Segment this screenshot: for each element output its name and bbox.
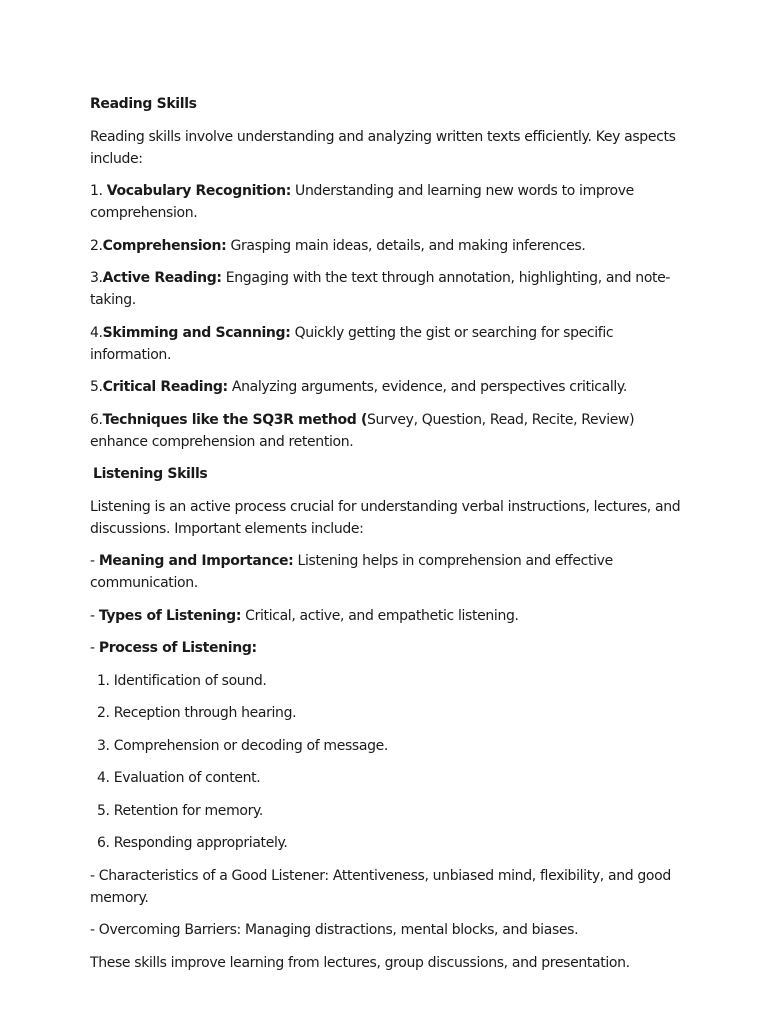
- item-description: Listening helps in comprehension and effective communication.: [90, 553, 613, 591]
- bullet-dash: -: [90, 607, 99, 624]
- listening-characteristics: - Characteristics of a Good Listener: Attentiveness, unbiased mind, flexibility, and good memory.: [90, 867, 671, 906]
- item-description: Understanding and learning new words to improve comprehension.: [90, 183, 634, 221]
- item-number: 3.: [90, 270, 103, 286]
- item-number: 1.: [90, 183, 107, 199]
- listening-skills-heading: Listening Skills: [93, 466, 208, 482]
- item-number: 4.: [90, 324, 103, 341]
- reading-item-3: [90, 267, 688, 311]
- reading-item-2: [90, 235, 688, 257]
- item-description: Survey, Question, Read, Recite, Review) enhance comprehension and retention.: [90, 411, 635, 450]
- item-term: Vocabulary Recognition:: [106, 183, 291, 199]
- item-term: Types of Listening:: [98, 607, 242, 624]
- item-number: 2.: [90, 237, 103, 254]
- item-description: Quickly getting the gist or searching for specific information.: [90, 324, 614, 363]
- item-description: Engaging with the text through annotation, highlighting, and note-taking.: [90, 270, 671, 308]
- item-number: 5.: [90, 379, 103, 395]
- reading-item-5: [90, 376, 688, 398]
- listening-process: [90, 637, 688, 659]
- item-term: Meaning and Importance:: [98, 553, 294, 569]
- bullet-dash: -: [90, 640, 99, 656]
- listening-types: [90, 605, 688, 627]
- process-step-2: 2. Reception through hearing.: [97, 705, 297, 721]
- item-description: Analyzing arguments, evidence, and perspectives critically.: [227, 379, 627, 395]
- reading-item-4: [90, 322, 688, 366]
- reading-skills-heading: Reading Skills: [90, 96, 197, 112]
- item-term: Skimming and Scanning:: [102, 324, 291, 341]
- process-step-4: 4. Evaluation of content.: [97, 770, 261, 786]
- item-term: Active Reading:: [102, 270, 222, 286]
- item-number: 6.: [90, 411, 103, 428]
- listening-intro: Listening is an active process crucial for understanding verbal instructions, lectures, and discussions. Important elements include:: [90, 498, 681, 537]
- item-term: Comprehension:: [102, 237, 227, 254]
- reading-item-6: [90, 409, 688, 453]
- item-description: Grasping main ideas, details, and making inferences.: [226, 237, 586, 254]
- process-step-3: 3. Comprehension or decoding of message.: [97, 737, 388, 754]
- reading-intro: Reading skills involve understanding and analyzing written texts efficiently. Key aspects include:: [90, 128, 676, 167]
- reading-item-1: [90, 180, 688, 224]
- process-step-6: 6. Responding appropriately.: [97, 835, 288, 851]
- listening-meaning: [90, 550, 688, 594]
- listening-barriers: - Overcoming Barriers: Managing distractions, mental blocks, and biases.: [90, 922, 579, 938]
- item-term: Techniques like the SQ3R method (: [102, 411, 367, 428]
- conclusion: These skills improve learning from lectures, group discussions, and presentation.: [90, 954, 630, 971]
- process-step-5: 5. Retention for memory.: [97, 802, 264, 819]
- item-term: Critical Reading:: [102, 379, 228, 395]
- item-description: Critical, active, and empathetic listening.: [241, 607, 519, 624]
- bullet-dash: -: [90, 553, 99, 569]
- process-step-1: 1. Identification of sound.: [97, 672, 267, 689]
- item-term: Process of Listening:: [98, 640, 257, 656]
